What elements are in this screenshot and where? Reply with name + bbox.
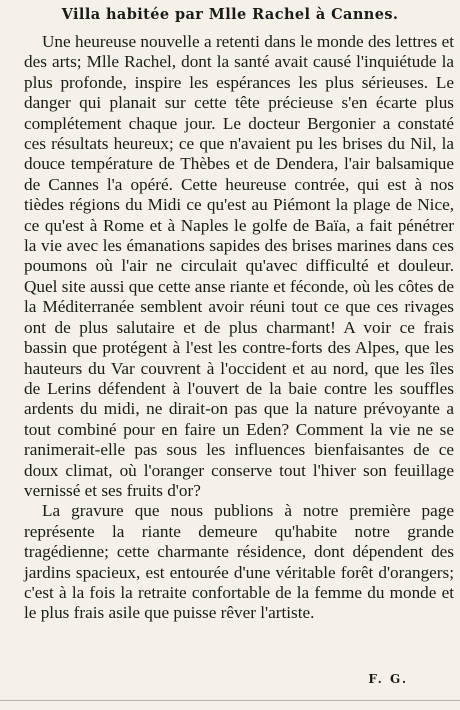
- article-paragraph: La gravure que nous publions à notre première page représente la riante demeure qu'habite notre grande tragédienne; cette charmante résidence, dont dépendent des jardins spacieux, est entourée d'une véritable forêt d'orangers; c'est à la fois la retraite confortable de la femme du monde et le plus frais asile que puisse rêver l'artiste.: [24, 501, 454, 623]
- author-signature: F. G.: [368, 672, 408, 686]
- article-title: Villa habitée par Mlle Rachel à Cannes.: [61, 6, 399, 23]
- page-divider: [0, 700, 460, 701]
- article-paragraph: Une heureuse nouvelle a retenti dans le monde des lettres et des arts; Mlle Rachel, dont la santé avait causé l'inquiétude la plus profonde, inspire les espérances les plus sérieuses. Le danger qui planait sur cette tête précieuse s'en écarte plus complétement chaque jour. Le docteur Bergonier a constaté ces résultats heureux; ce que n'avaient pu les brises du Nil, la douce température de Thèbes et de Dendera, l'air balsamique de Cannes l'a opéré. Cette heureuse contrée, qui est à nos tièdes régions du Midi ce qu'est au Piémont la plage de Nice, ce qu'est à Rome et à Naples le golfe de Baïa, a fait pénétrer la vie avec les émanations sapides des brises marines dans ces poumons où l'air ne circulait qu'avec difficulté et douleur. Quel site aussi que cette anse riante et féconde, où les côtes de la Méditerranée semblent avoir réuni tout ce que ces rivages ont de plus salutaire et de plus charmant! A voir ce frais bassin que protégent à l'est les contre-forts des Alpes, que les hauteurs du Var couvrent à l'occident et au nord, que les îles de Lerins défendent à l'ouvert de la baie contre les souffles ardents du midi, ne dirait-on pas que la nature prévoyante a tout combiné pour en faire un Eden? Comment la vie ne se ranimerait-elle pas sous les influences bienfaisantes de ce doux climat, où l'oranger conserve tout l'hiver son feuillage vernissé et ses fruits d'or?: [24, 32, 454, 500]
- article-body: [24, 32, 454, 624]
